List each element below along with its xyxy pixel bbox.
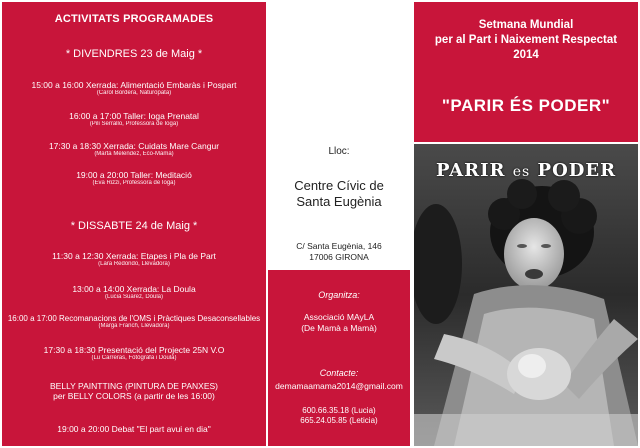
location-label: Lloc: xyxy=(328,146,350,157)
photo-caption-word: PARIR xyxy=(435,160,506,181)
event-speaker: (Marta Melendez, Eco-Mama) xyxy=(94,150,174,157)
event-title: 17:30 a 18:30 Xerrada: Cuidats Mare Cangur xyxy=(48,141,220,151)
photo-caption xyxy=(414,160,638,181)
cover-panel xyxy=(414,2,638,142)
event-title: 13:00 a 14:00 Xerrada: La Doula xyxy=(72,284,196,294)
cover-slogan: "PARIR ÉS PODER" xyxy=(441,96,611,115)
event-item xyxy=(2,285,266,300)
location-panel xyxy=(268,2,410,268)
program-panel xyxy=(2,2,266,446)
venue-address xyxy=(268,241,410,262)
phone-number: 600.66.35.18 (Lucia) xyxy=(302,406,376,415)
event-speaker: (Marga Franch, Llevadora) xyxy=(98,323,170,330)
address-street: C/ Santa Eugènia, 146 xyxy=(296,241,382,251)
day-saturday-heading: * DISSABTE 24 de Maig * xyxy=(70,220,198,232)
event-item xyxy=(2,252,266,267)
event-speaker: (Lara Redondo, Llevadora) xyxy=(98,260,170,267)
belly-painting-subtitle: per BELLY COLORS (a partir de les 16:00) xyxy=(53,390,215,401)
event-title: 17:30 a 18:30 Presentació del Projecte 25N V.O xyxy=(43,345,225,355)
organizer-name-line: Associació MAyLA xyxy=(303,312,375,322)
program-title: ACTIVITATS PROGRAMADES xyxy=(54,13,214,25)
event-item xyxy=(2,142,266,157)
event-title: 16:00 a 17:00 Recomanacions de l'OMS i Pràctiques Desaconsellables xyxy=(7,314,261,323)
event-title: 15:00 a 16:00 Xerrada: Alimentació Embaràs i Pospart xyxy=(31,80,237,90)
event-item xyxy=(2,346,266,361)
photo-caption-word: PODER xyxy=(537,160,617,181)
birth-photo-illustration xyxy=(414,144,638,446)
phone-number: 665.24.05.85 (Leticia) xyxy=(300,416,378,426)
cover-year: 2014 xyxy=(513,48,539,61)
cover-title xyxy=(414,18,638,63)
event-title: 19:00 a 20:00 Taller: Meditació xyxy=(76,170,192,180)
event-speaker: (Lu Carreras, Fotògrafa i Doula) xyxy=(91,354,177,361)
event-speaker: (Eva Rizzi, Professora de Ioga) xyxy=(92,179,176,186)
belly-painting-title: BELLY PAINTTING (PINTURA DE PANXES) xyxy=(50,381,218,391)
event-item xyxy=(2,171,266,186)
cover-title-line: per al Part i Naixement Respectat xyxy=(434,33,618,46)
event-speaker: (Pili Serrallo, Professora de Ioga) xyxy=(89,120,179,127)
event-speaker: (Carol Bordera, Naturòpata) xyxy=(96,89,172,96)
belly-painting-activity xyxy=(2,382,266,402)
address-city: 17006 GIRONA xyxy=(309,251,369,262)
event-item xyxy=(2,315,266,330)
cover-title-line: Setmana Mundial xyxy=(478,19,574,31)
event-title: 16:00 a 17:00 Taller: Ioga Prenatal xyxy=(69,111,199,121)
event-item xyxy=(2,112,266,127)
contact-label: Contacte: xyxy=(319,368,359,378)
contact-phones xyxy=(268,406,410,427)
debate-event: 19:00 a 20:00 Debat "El part avui en dia" xyxy=(57,424,211,434)
event-speaker: (Lucia Suarez, Doula) xyxy=(104,293,164,300)
venue-name xyxy=(268,178,410,211)
venue-line: Centre Cívic de xyxy=(294,178,384,193)
event-title: 11:30 a 12:30 Xerrada: Etapes i Pla de Part xyxy=(52,251,216,261)
event-item xyxy=(2,81,266,96)
organizer-panel xyxy=(268,270,410,446)
organizer-label: Organitza: xyxy=(318,290,360,300)
birth-photo xyxy=(414,144,638,446)
photo-caption-word: es xyxy=(512,164,531,180)
day-friday-heading: * DIVENDRES 23 de Maig * xyxy=(65,48,203,60)
organizer-name-line: (De Mamà a Mamà) xyxy=(301,322,377,333)
venue-line: Santa Eugènia xyxy=(296,194,382,210)
contact-email: demamaamama2014@gmail.com xyxy=(275,381,403,391)
organizer-name xyxy=(268,312,410,333)
